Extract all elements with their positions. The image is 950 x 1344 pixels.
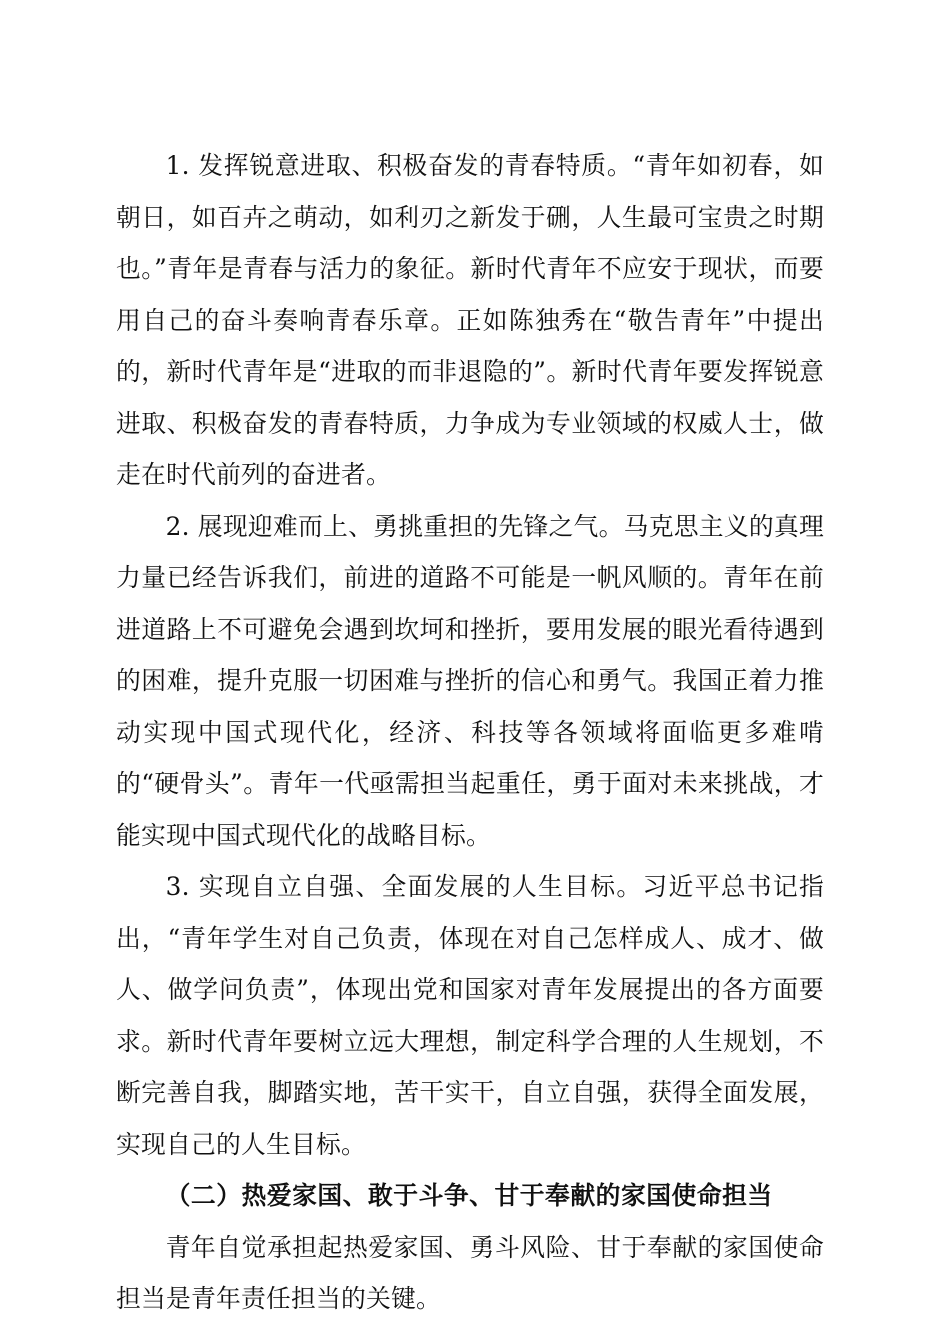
- paragraph-2-pioneer: 2. 展现迎难而上、勇挑重担的先锋之气。马克思主义的真理力量已经告诉我们，前进的道路不可能是一帆风顺的。青年在前进道路上不可避免会遇到坎坷和挫折，要用发展的眼光看待遇到的困难，提升克服一切困难与挫折的信心和勇气。我国正着力推动实现中国式现代化，经济、科技等各领域将面临更多难啃的“硬骨头”。青年一代亟需担当起重任，勇于面对未来挑战，才能实现中国式现代化的战略目标。: [116, 511, 824, 850]
- document-body: [116, 140, 824, 1325]
- paragraph-3-life-goal: 3. 实现自立自强、全面发展的人生目标。习近平总书记指出，“青年学生对自己负责，体现在对自己怎样成人、成才、做人、做学问负责”，体现出党和国家对青年发展提出的各方面要求。新时代青年要树立远大理想，制定科学合理的人生规划，不断完善自我，脚踏实地，苦干实干，自立自强，获得全面发展，实现自己的人生目标。: [116, 872, 824, 1159]
- paragraph-1-vigor: 1. 发挥锐意进取、积极奋发的青春特质。“青年如初春，如朝日，如百卉之萌动，如利刃之新发于硎，人生最可宝贵之时期也。”青年是青春与活力的象征。新时代青年不应安于现状，而要用自己的奋斗奏响青春乐章。正如陈独秀在“敬告青年”中提出的，新时代青年是“进取的而非退隐的”。新时代青年要发挥锐意进取、积极奋发的青春特质，力争成为专业领域的权威人士，做走在时代前列的奋进者。: [116, 151, 824, 489]
- section-heading-2: （二）热爱家国、敢于斗争、甘于奉献的家国使命担当: [165, 1181, 773, 1210]
- paragraph-4-mission: 青年自觉承担起热爱家国、勇斗风险、甘于奉献的家国使命担当是青年责任担当的关键。: [116, 1232, 824, 1313]
